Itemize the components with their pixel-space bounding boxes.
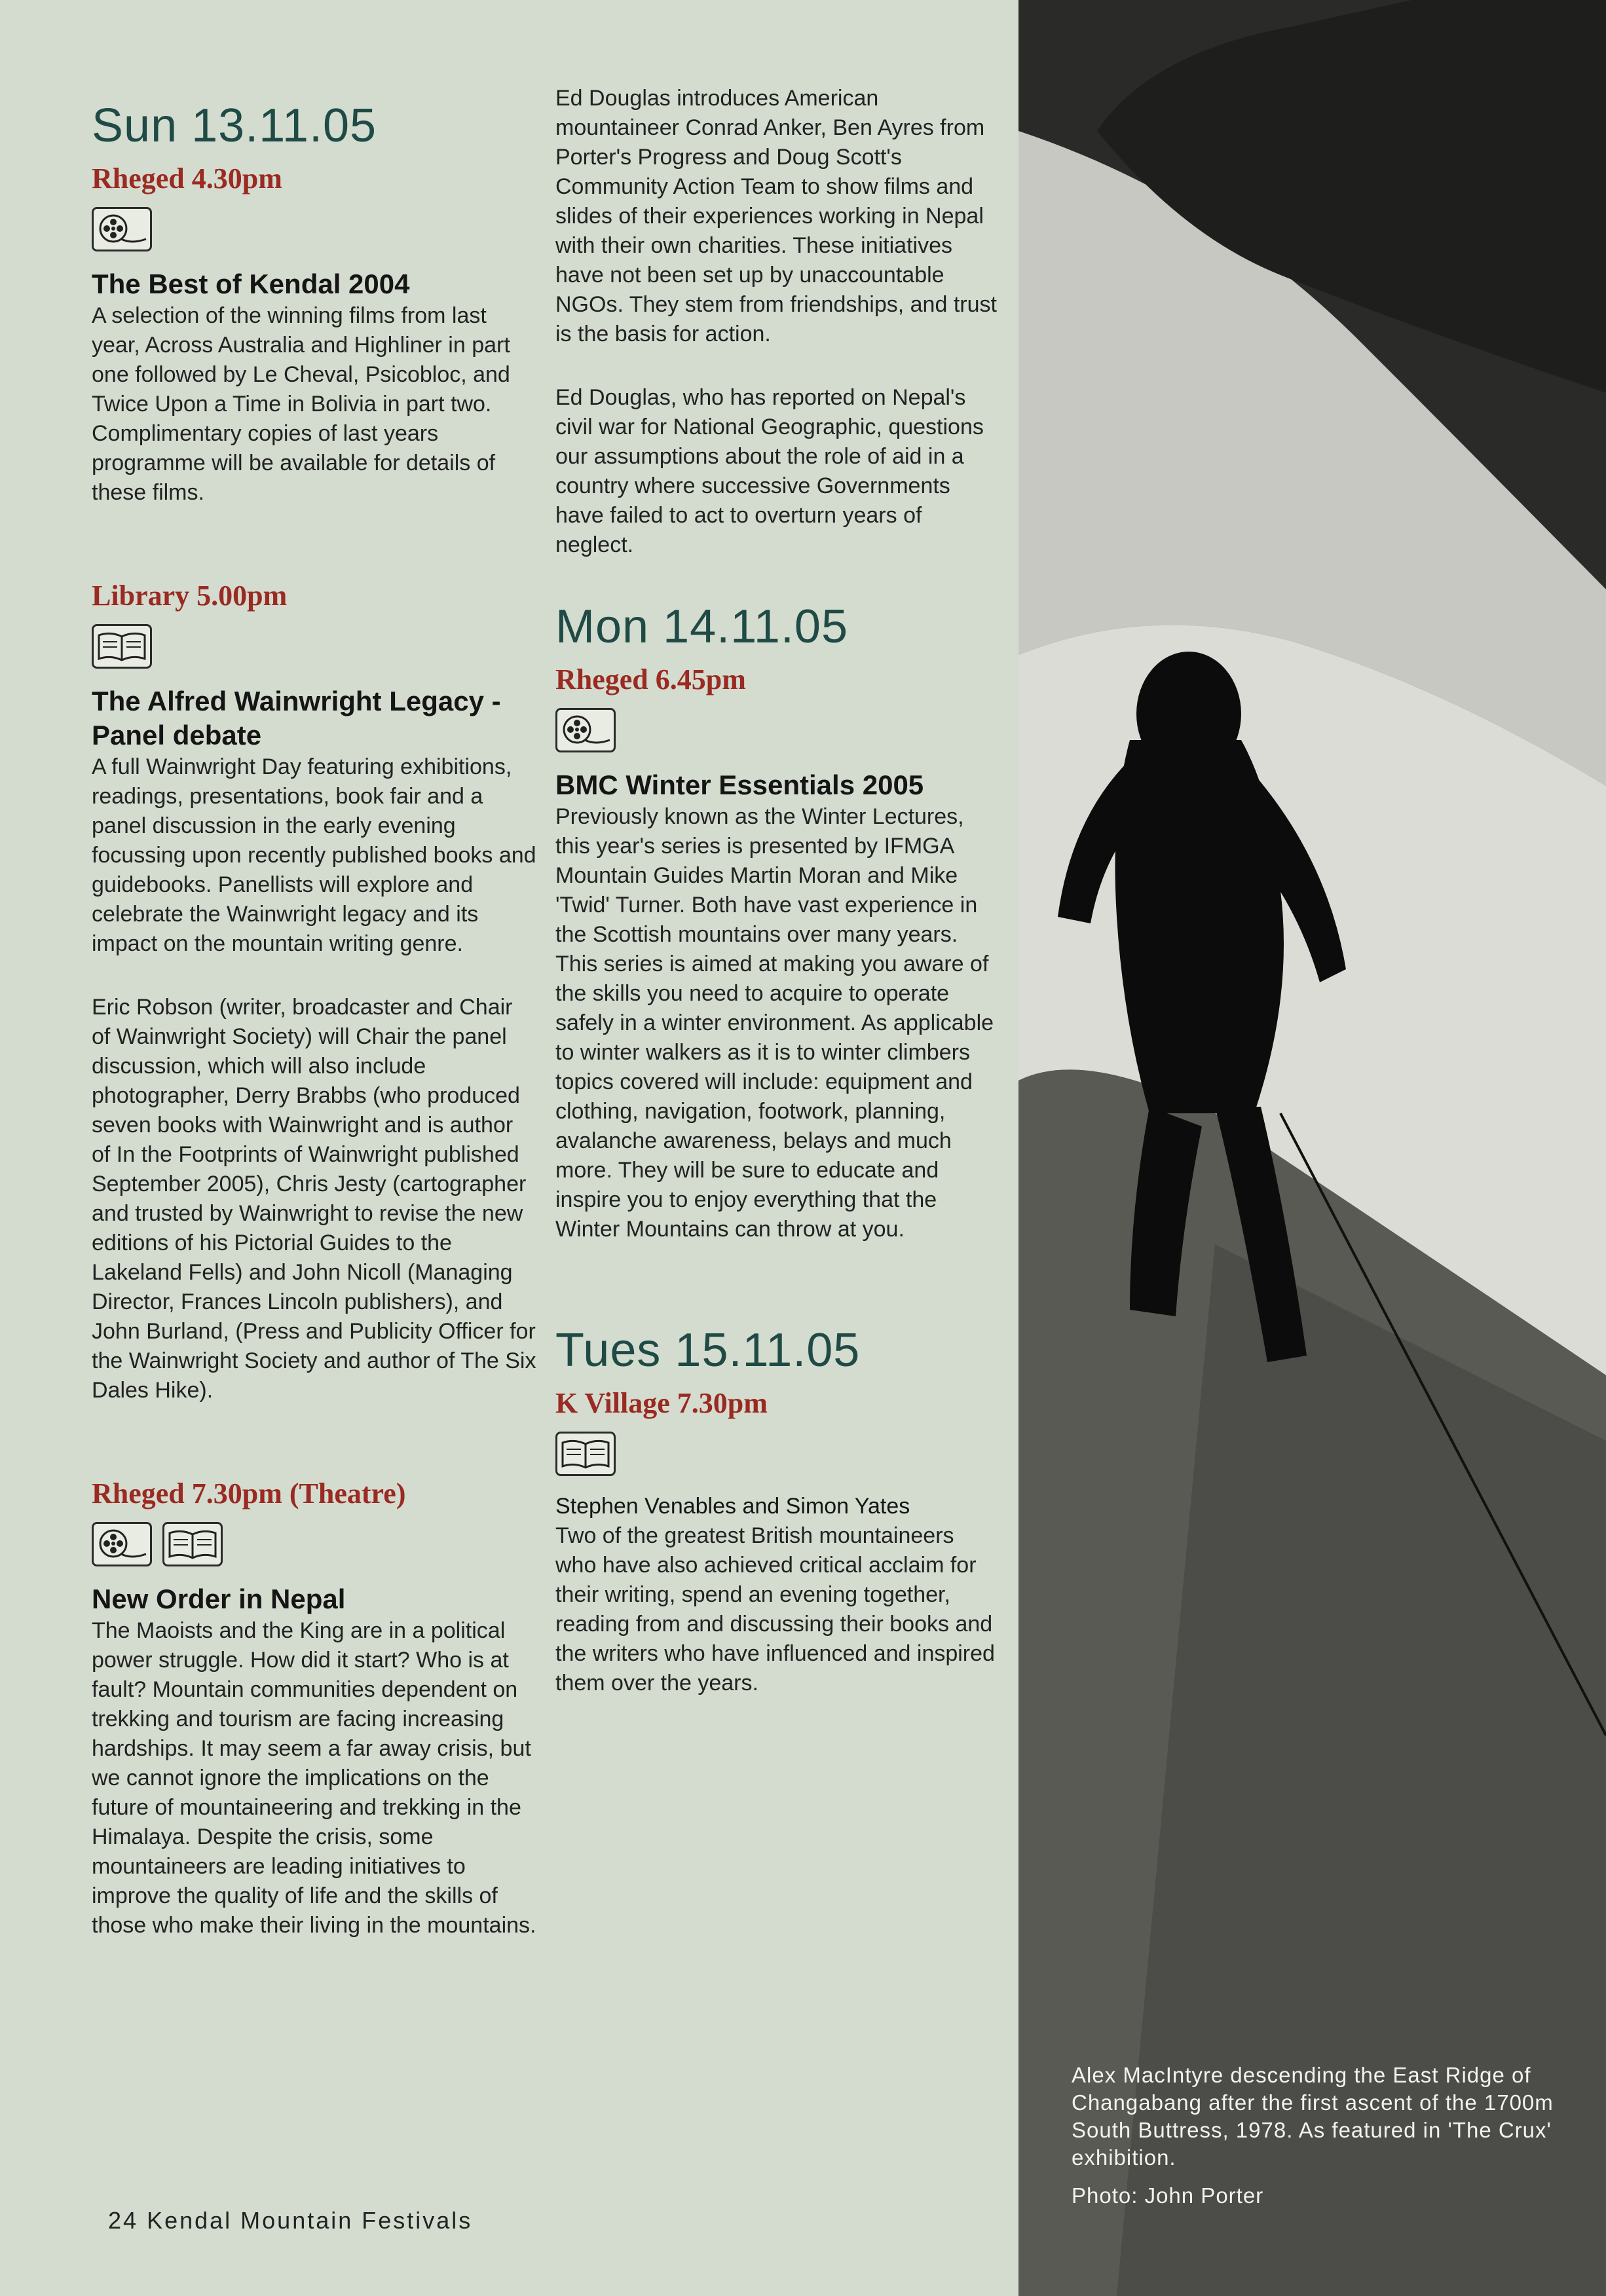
film-reel-icon bbox=[92, 207, 152, 251]
film-reel-icon bbox=[92, 1522, 152, 1566]
venue-time: Rheged 4.30pm bbox=[92, 162, 282, 194]
page-number: 24 bbox=[108, 2207, 139, 2234]
open-book-icon bbox=[162, 1522, 223, 1566]
event-speakers: Stephen Venables and Simon Yates bbox=[555, 1494, 910, 1519]
continued-text: Ed Douglas, who has reported on Nepal's civil war for National Geographic, questions our assumptions about the role of aid in a country where successive Governments have failed to act to overturn years of neglect. bbox=[555, 385, 984, 557]
event-icons bbox=[92, 1522, 537, 1566]
date-heading-tues: Tues 15.11.05 bbox=[555, 1324, 861, 1377]
open-book-icon bbox=[555, 1432, 616, 1476]
climber-photo bbox=[1018, 0, 1606, 2296]
event-icons bbox=[555, 708, 1001, 752]
film-reel-icon bbox=[555, 708, 616, 752]
event-description-continued: Eric Robson (writer, broadcaster and Chair of Wainwright Society) will Chair the panel discussion, which will also include photographer, Derry Brabbs (who produced seven books with Wainwright and is author of In the Footprints of Wainwright published September 2005), Chris Jesty (cartographer and trusted by Wainwright to revise the new editions of his Pictorial Guides to the Lakeland Fells) and John Nicoll (Managing Director, Frances Lincoln publishers), and John Burland, (Press and Publicity Officer for the Wainwright Society and author of The Six Dales Hike). bbox=[92, 995, 536, 1403]
caption-text: Alex MacIntyre descending the East Ridge of Changabang after the first ascent of the 1700m South Buttress, 1978. As featured in 'The Crux' exhibition. bbox=[1072, 2063, 1554, 2170]
event-icons bbox=[555, 1432, 1001, 1476]
left-column bbox=[92, 98, 537, 1940]
date-heading-sun: Sun 13.11.05 bbox=[92, 100, 377, 152]
event-description: The Maoists and the King are in a political power struggle. How did it start? Who is at fault? Mountain communities dependent on trekking and tourism are facing increasing hardships. It may seem a far away crisis, but we cannot ignore the implications on the future of mountaineering and trekking in the Himalaya. Despite the crisis, some mountaineers are leading initiatives to improve the quality of life and the skills of those who make their living in the mountains. bbox=[92, 1618, 536, 1938]
event-description: Two of the greatest British mountaineers who have also achieved critical acclaim for their writing, spend an evening together, reading from and discussing their books and the writers who have influenced and inspired them over the years. bbox=[555, 1523, 995, 1695]
venue-time: K Village 7.30pm bbox=[555, 1387, 768, 1419]
open-book-icon bbox=[92, 624, 152, 669]
event-title: The Best of Kendal 2004 bbox=[92, 268, 410, 299]
photo-caption bbox=[1072, 2062, 1596, 2210]
event-title: New Order in Nepal bbox=[92, 1583, 346, 1614]
page-footer bbox=[108, 2207, 472, 2234]
date-heading-mon: Mon 14.11.05 bbox=[555, 601, 848, 653]
event-description: Previously known as the Winter Lectures, this year's series is presented by IFMGA Mountain Guides Martin Moran and Mike 'Twid' Turner. Both have vast experience in the Scottish mountains over many years. This series is aimed at making you aware of the skills you need to acquire to operate safely in a winter environment. As applicable to winter walkers as it is to winter climbers topics covered will include: equipment and clothing, navigation, footwork, planning, avalanche awareness, belays and much more. They will be sure to educate and inspire you to enjoy everything that the Winter Mountains can throw at you. bbox=[555, 804, 994, 1242]
event-description: A selection of the winning films from last year, Across Australia and Highliner in part one followed by Le Cheval, Psicobloc, and Twice Upon a Time in Bolivia in part two. Complimentary copies of last years programme will be available for details of these films. bbox=[92, 303, 510, 505]
event-icons bbox=[92, 624, 537, 669]
venue-time: Rheged 6.45pm bbox=[555, 663, 746, 695]
photo-credit: Photo: John Porter bbox=[1072, 2183, 1264, 2208]
venue-time: Rheged 7.30pm (Theatre) bbox=[92, 1477, 406, 1509]
venue-time: Library 5.00pm bbox=[92, 580, 288, 612]
continued-text: Ed Douglas introduces American mountaineer Conrad Anker, Ben Ayres from Porter's Progress and Doug Scott's Community Action Team to show films and slides of their experiences working in Nepal with their own charities. These initiatives have not been set up by unaccountable NGOs. They stem from friendships, and trust is the basis for action. bbox=[555, 86, 997, 346]
right-column bbox=[555, 84, 1001, 1698]
event-title: The Alfred Wainwright Legacy - Panel debate bbox=[92, 686, 501, 750]
event-description: A full Wainwright Day featuring exhibitions, readings, presentations, book fair and a panel discussion in the early evening focussing upon recently published books and guidebooks. Panellists will explore and celebrate the Wainwright legacy and its impact on the mountain writing genre. bbox=[92, 754, 536, 956]
event-title: BMC Winter Essentials 2005 bbox=[555, 769, 924, 800]
publication-name: Kendal Mountain Festivals bbox=[147, 2207, 473, 2234]
event-icons bbox=[92, 207, 537, 251]
